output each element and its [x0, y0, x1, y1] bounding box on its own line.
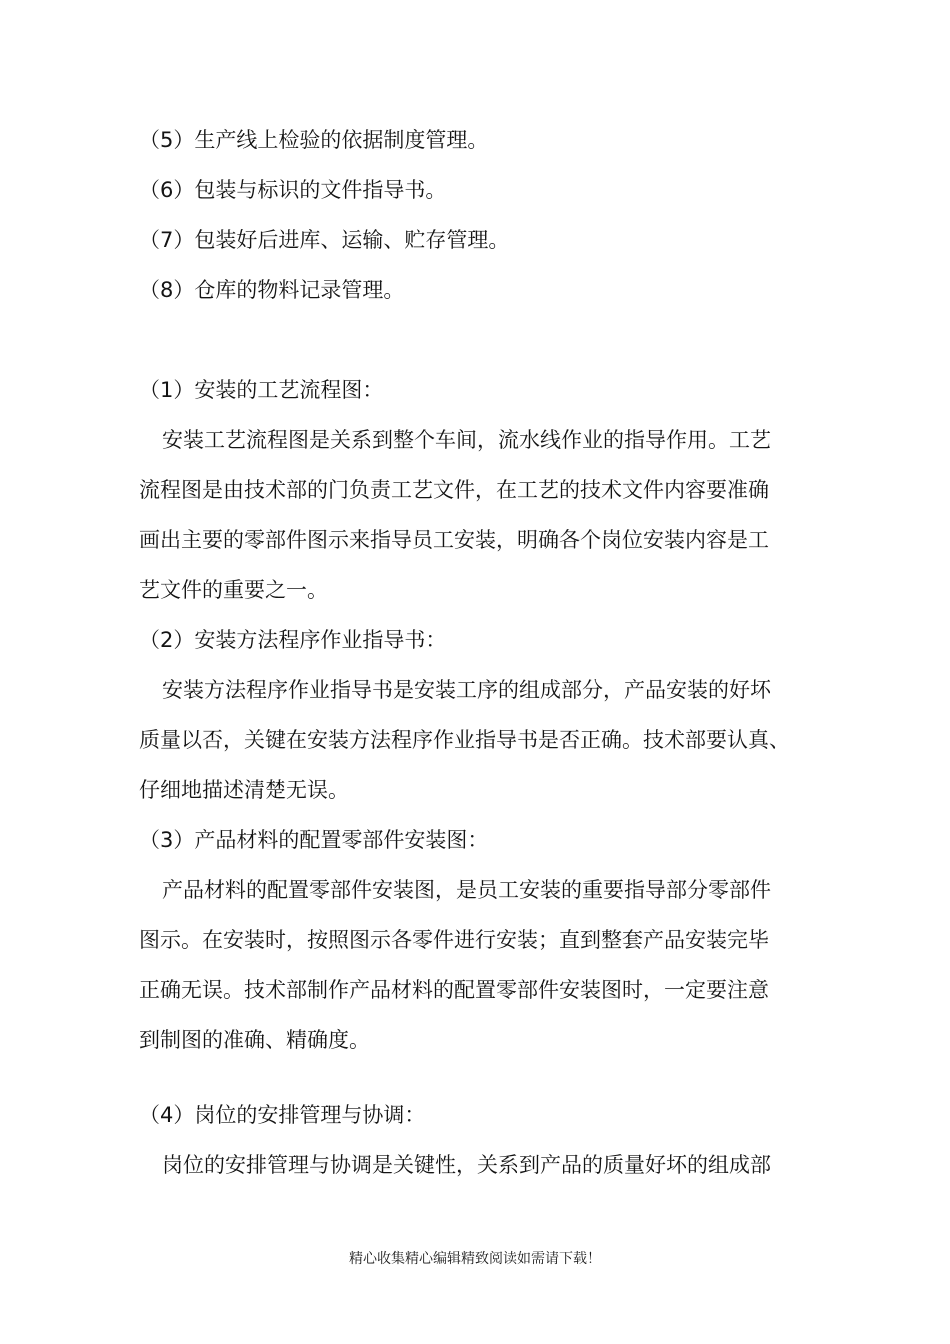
list-item: （7）包装好后进库、运输、贮存管理。	[139, 228, 510, 252]
section-heading: （3）产品材料的配置零部件安装图：	[139, 828, 489, 852]
paragraph-line: 到制图的准确、精确度。	[139, 1028, 370, 1052]
paragraph-line: 岗位的安排管理与协调是关键性，关系到产品的质量好坏的组成部	[162, 1153, 771, 1177]
list-item: （8）仓库的物料记录管理。	[139, 278, 405, 302]
section-heading: （1）安装的工艺流程图：	[139, 378, 384, 402]
section-heading: （4）岗位的安排管理与协调：	[139, 1103, 426, 1127]
paragraph-line: 仔细地描述清楚无误。	[139, 778, 349, 802]
paragraph-line: 正确无误。技术部制作产品材料的配置零部件安装图时，一定要注意	[139, 978, 769, 1002]
paragraph-line: 产品材料的配置零部件安装图，是员工安装的重要指导部分零部件	[162, 878, 771, 902]
section-heading: （2）安装方法程序作业指导书：	[139, 628, 447, 652]
paragraph-line: 安装工艺流程图是关系到整个车间，流水线作业的指导作用。工艺	[162, 428, 771, 452]
list-item: （6）包装与标识的文件指导书。	[139, 178, 447, 202]
list-item: （5）生产线上检验的依据制度管理。	[139, 128, 489, 152]
paragraph-line: 艺文件的重要之一。	[139, 578, 328, 602]
page-footer: 精心收集精心编辑精致阅读如需请下载！	[349, 1251, 601, 1267]
paragraph-line: 画出主要的零部件图示来指导员工安装，明确各个岗位安装内容是工	[139, 528, 769, 552]
paragraph-line: 流程图是由技术部的门负责工艺文件，在工艺的技术文件内容要准确	[139, 478, 769, 502]
paragraph-line: 质量以否，关键在安装方法程序作业指导书是否正确。技术部要认真、	[139, 728, 790, 752]
paragraph-line: 图示。在安装时，按照图示各零件进行安装；直到整套产品安装完毕	[139, 928, 769, 952]
paragraph-line: 安装方法程序作业指导书是安装工序的组成部分，产品安装的好坏	[162, 678, 771, 702]
